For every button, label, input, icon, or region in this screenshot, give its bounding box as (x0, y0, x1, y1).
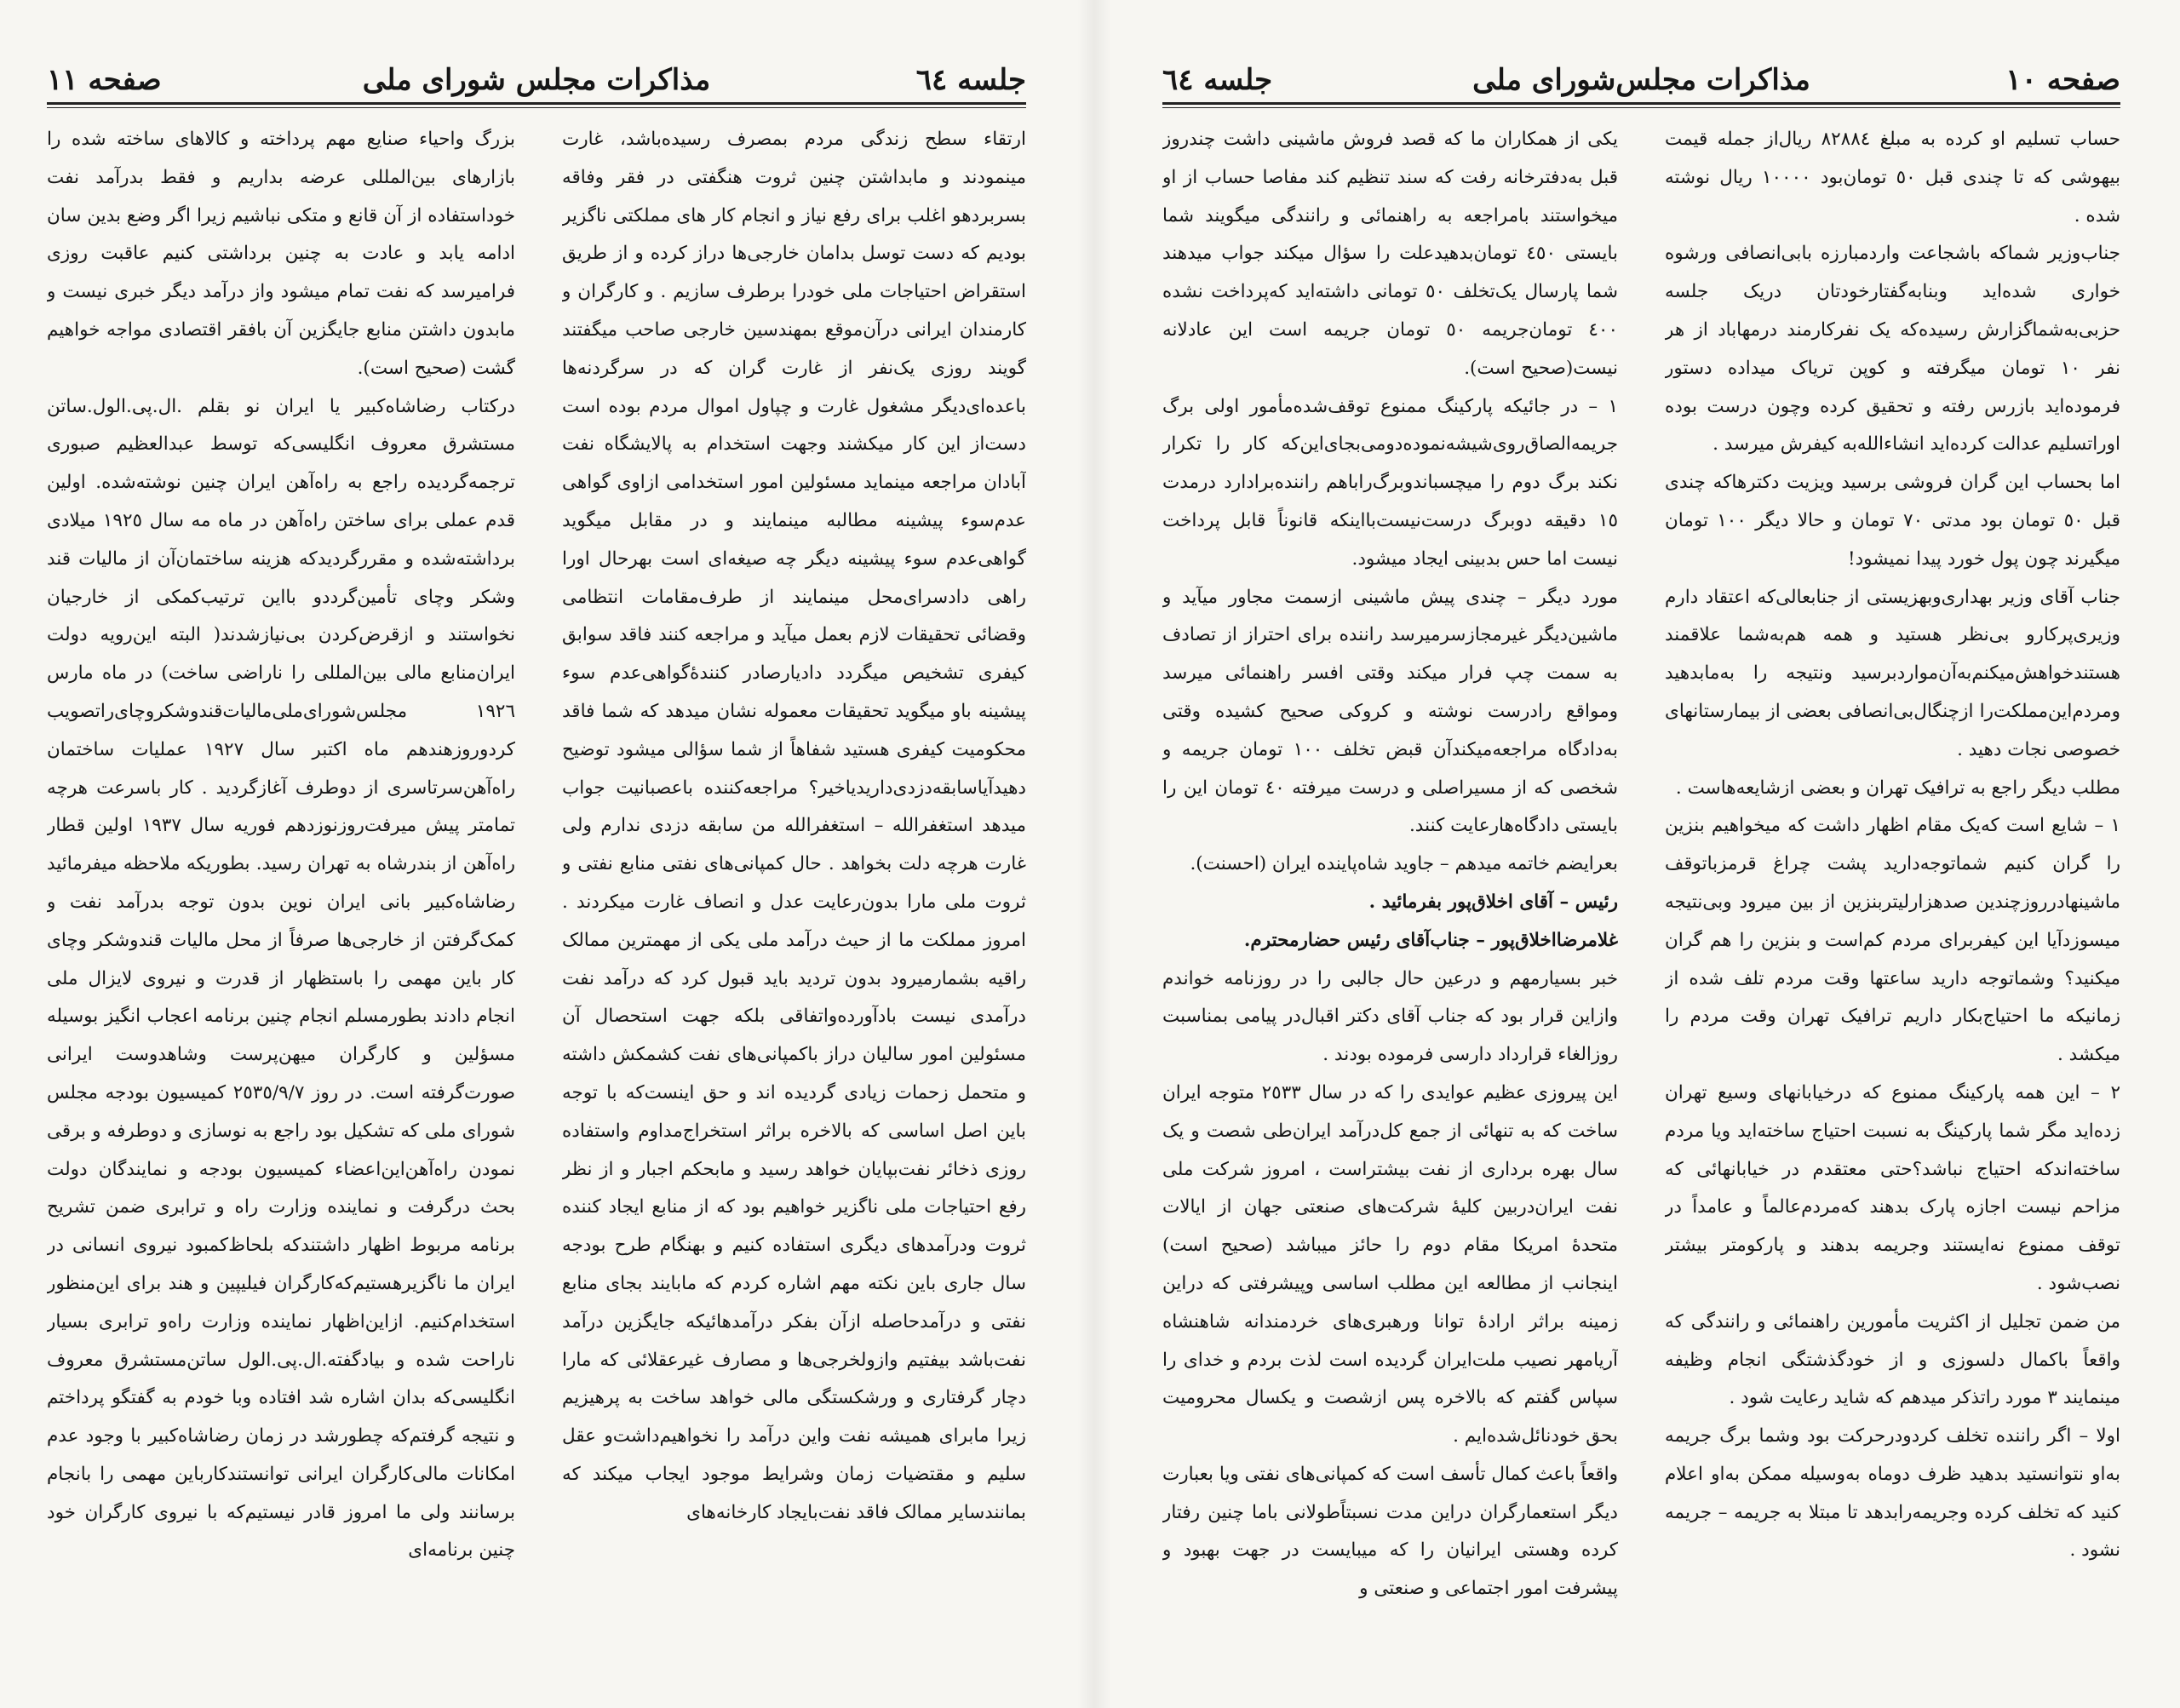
page-left (47, 60, 1026, 1660)
text-columns (47, 121, 1026, 1660)
page-title: مذاکرات مجلس شورای ملی (362, 63, 711, 97)
paragraph: خبر بسیارمهم و درعین حال جالبی را در روزنامه خواندم وازاین قرار بود که جناب آقای دکتر اقبال‌در پیامی بمناسبت روزالغاء قرارداد دارسی فرموده بودند . (1162, 967, 1618, 1066)
page-title: مذاکرات مجلس‌شورای ملی (1472, 63, 1810, 97)
page-number: صفحه ۱۱ (47, 63, 162, 97)
text-columns (1162, 121, 2120, 1660)
header-rule (1162, 102, 2120, 105)
paragraph: اولا – اگر راننده تخلف کردودرحرکت بود وشما برگ جریمه به‌او نتوانستید بدهید ظرف دوماه به‌وسیله ممکن به‌او اعلام کنید که تخلف کرده وجریمه‌رابدهد تا مبتلا به جریمه – جریمه نشود . (1665, 1425, 2120, 1562)
paragraph: درکتاب رضاشاه‌کبیر یا ایران نو بقلم .ال.پی.الول.ساتن مستشرق معروف انگلیسی‌که توسط عبدالعظیم صبوری ترجمه‌گردیده راجع به راه‌آهن ایران چنین نوشته‌شده. اولین قدم عملی برای ساختن راه‌آهن در ماه مه سال ١٩٢٥ میلادی برداشته‌شده و مقررگردید‌که هزینه ساختمان‌آن از مالیات قند وشکر وچای تأمین‌گردد‌و بااین ترتیب‌کمکی از خارجیان نخواستند و ازقرض‌کردن بی‌نیازشدند( البته این‌رویه دولت ایران‌منابع مالی بین‌المللی را ناراضی ساخت) در ماه مارس ١٩٢٦ مجلس‌شورای‌ملی‌مالیات‌قندوشکروچای‌راتصویب کردوروزهندهم ماه اکتبر سال ١٩٢٧ عملیات ساختمان راه‌آهن‌سرتاسری از دوطرف آغازگردید . کار باسرعت هرچه تمامتر پیش میرفت‌روزنوزدهم فوریه سال ١٩٣٧ اولین قطار راه‌آهن از بندرشاه به تهران رسید. بطوریکه ملاحظه میفرمائید رضاشاه‌کبیر بانی ایران نوین بدون توجه بدرآمد نفت و کمک‌گرفتن از خارجی‌ها صرفاً از محل مالیات قندوشکر وچای کار باین مهمی را باستظهار از قدرت و نیروی لایزال ملی انجام دادند بطورمسلم انجام چنین برنامه اعجاب انگیز بوسیله مسؤلین و کارگران میهن‌پرست وشاهدوست ایرانی صورت‌گرفته است. در روز ٢٥٣٥/٩/٧ کمیسیون بودجه مجلس شورای ملی که تشکیل بود راجع به نوسازی و دوطرفه و برقی نمودن راه‌آهن‌این‌اعضاء کمیسیون بودجه و نمایندگان دولت بحث درگرفت و نماینده وزارت راه و ترابری ضمن تشریح برنامه مربوط اظهار داشتند‌که بلحاظ‌کمبود نیروی انسانی در ایران ما ناگزیرهستیم‌که‌کارگران فیلیپین و هند برای این‌منظور استخدام‌کنیم. ازاین‌اظهار نماینده وزارت راه‌و ترابری بسیار ناراحت شده و بیادگفته.ال.پی.الول ساتن‌مستشرق معروف انگلیسی‌که بدان اشاره شد افتاده وبا خودم به گفتگو پرداختم و نتیجه گرفتم‌که چطورشد در زمان رضاشاه‌کبیر با وجود عدم امکانات مالی‌کارگران ایرانی توانستندکارباین مهمی را بانجام برسانند ولی ما امروز قادر نیستیم‌که با نیروی کارگران خود چنین برنامه‌ای (47, 395, 515, 1562)
speaker-line: رئیس – آقای اخلاق‌پور بفرمائید . (1368, 891, 1618, 913)
paragraph: جناب آقای وزیر بهداری‌وبهزیستی از جنابعالی‌که اعتقاد دارم وزیری‌پرکارو بی‌نظر هستید و همه هم‌به‌شما علاقمند هستندخواهش‌میکنم‌به‌آن‌موارد‌برسید ونتیجه را به‌مابدهید ومردم‌این‌مملکت‌را ازچنگال‌بی‌انصافی بعضی از بیمارستانهای خصوصی نجات دهید . (1665, 586, 2120, 760)
header-rule (47, 102, 1026, 105)
session-number: جلسه ٦٤ (915, 63, 1026, 97)
paragraph: بزرگ واحیاء صنایع مهم پرداخته و کالاهای ساخته شده را بازارهای بین‌المللی عرضه بداریم و فقط بدرآمد نفت خوداستفاده از آن قانع و متکی نباشیم زیرا اگر وضع بدین سان ادامه یابد و عادت به چنین برداشتی کنیم عاقبت روزی فرامیرسد که نفت تمام میشود واز درآمد دیگر خبری نیست و مابدون داشتن منابع جایگزین آن بافقر اقتصادی مواجه خواهیم گشت (صحیح است). (47, 129, 515, 379)
paragraph: حساب تسلیم او کرده به مبلغ ٨٢٨٨٤ ریال‌از جمله قیمت بیهوشی که تا چندی قبل ٥٠ تومان‌بود ١٠٠٠٠ ریال نوشته شده . (1665, 129, 2120, 226)
paragraph: جناب‌وزیر شماکه باشجاعت واردمبارزه بابی‌انصافی ورشوه خواری شده‌اید وبنابه‌گفتارخودتان دریک جلسه حزبی‌به‌شماگزارش رسیده‌که یک نفرکارمند درمهاباد از هر نفر ١٠ تومان میگرفته و کوپن تریاک میداده دستور فرموده‌اید بازرس رفته و تحقیق کرده وچون درست بوده اوراتسلیم عدالت کرده‌اید انشاءالله‌به کیفرش میرسد . (1665, 243, 2120, 456)
paragraph: من ضمن تجلیل از اکثریت مأمورین راهنمائی و رانندگی که واقعاً باکمال دلسوزی و از خودگذشتگی انجام وظیفه مینمایند ٣ مورد راتذکر میدهم که شاید رعایت شود . (1665, 1310, 2120, 1409)
paragraph: مطلب دیگر راجع به ترافیک تهران و بعضی ازشایعه‌هاست . (1675, 777, 2120, 799)
paragraph: ارتقاء سطح زندگی مردم بمصرف رسیده‌باشد، غارت مینمودند و مابداشتن چنین ثروت هنگفتی در فقر وفاقه بسربردهو اغلب برای رفع نیاز و انجام کار های مملکتی ناگزیر بودیم که دست توسل بدامان خارجی‌ها دراز کرده و از طریق استقراض احتیاجات ملی خودرا برطرف سازیم . و کارگران و کارمندان ایرانی درآن‌موقع بمهندسین خارجی صاحب میگفتند گویند روزی یک‌نفر از غارت گران که در سرگردنه‌ها باعده‌ای‌دیگر مشغول غارت و چپاول اموال مردم بوده است دست‌از این کار میکشند وجهت استخدام به پالایشگاه نفت آبادان مراجعه مینماید مسئولین امور استخدامی ازاوی گواهی عدم‌سوء پیشینه مطالبه مینمایند و در مقابل میگوید گواهی‌عدم سوء پیشینه دیگر چه صیغه‌ای است بهرحال اورا راهی دادسرای‌محل مینمایند از طرف‌مقامات انتظامی وقضائی تحقیقات لازم بعمل میآید و مراجعه کنند فاقد سوابق کیفری تشخیص میگردد دادیارصادر کنندهٔ‌گواهی‌عدم سوء پیشینه باو میگوید تحقیقات معموله نشان میدهد که شما فاقد محکومیت کیفری هستید شفاهاً از شما سؤالی میشود توضیح دهیدآیاسابقه‌دزدی‌داریدیاخیر؟ مراجعه‌کننده باعصبانیت جواب میدهد استغفرالله – استغفرالله من سابقه دزدی ندارم ولی غارت هرچه دلت بخواهد . حال کمپانی‌های نفتی منابع نفتی و ثروت ملی مارا بدون‌رعایت عدل و انصاف غارت میکردند . امروز مملکت ما از حیث درآمد ملی یکی از مهمترین ممالک راقیه بشمارمیرود بدون تردید باید قبول کرد که درآمد نفت درآمدی نیست بادآورده‌واتفاقی بلکه جهت استحصال آن مسئولین امور سالیان دراز باکمپانی‌های نفت کشمکش داشته و متحمل زحمات زیادی گردیده اند و حق اینست‌که با توجه باین اصل اساسی که بالاخره براثر استخراج‌مداوم واستفاده روزی ذخائر نفت‌بپایان خواهد رسید و مابحکم اجبار و از نظر رفع احتیاجات ملی ناگزیر خواهیم بود که از منابع ایجاد کننده ثروت ودرآمدهای دیگری استفاده کنیم و بهنگام طرح بودجه سال جاری باین نکته مهم اشاره کردم که مابایند بجای منابع نفتی و درآمدحاصله ازآن بفکر درآمدهائیکه جایگزین درآمد نفت‌باشد بیفتیم وازولخرجی‌ها و مصارف غیرعقلائی که مارا دچار گرفتاری و ورشکستگی مالی خواهد ساخت به پرهیزیم زیرا مابرای همیشه نفت واین درآمد را نخواهیم‌داشت‌و عقل سلیم و مقتضیات زمان وشرایط موجود ایجاب میکند که بمانندسایر ممالک فاقد نفت‌بایجاد کارخانه‌های (562, 129, 1026, 1523)
paragraph: ٢ – این همه پارکینگ ممنوع که درخیابانهای وسیع تهران زده‌اید مگر شما پارکینگ به نسبت احتیاج ساخته‌اید ویا مردم ساخته‌اندکه احتیاج نباشد؟حتی معتقدم در خیابانهائی که مزاحم نیست اجازه پارک بدهند که‌مردم‌عالماً و عامداً در توقف ممنوع نه‌ایستند وجریمه بدهند و پارکومتر بیشتر نصب‌شود . (1665, 1081, 2120, 1294)
speaker-line: غلامرضااخلاق‌پور – جناب‌آقای رئیس حضارمحترم. (1243, 929, 1618, 951)
page-number: صفحه ۱۰ (2005, 63, 2120, 97)
page-header (47, 60, 1026, 100)
paragraph: یکی از همکاران ما که قصد فروش ماشینی داشت چندروز قبل به‌دفترخانه رفت که سند تنظیم کند مفاصا حساب از او میخواستند بامراجعه به راهنمائی و رانندگی میگویند شما بایستی ٤٥٠ تومان‌بدهیدعلت را سؤال میکند جواب میدهند شما پارسال یک‌تخلف ٥٠ تومانی داشته‌اید که‌پرداخت نشده ٤٠٠ تومان‌جریمه ٥٠ تومان جریمه است این عادلانه نیست(صحیح است). (1162, 129, 1618, 379)
header-rule-thin (1162, 107, 2120, 108)
text-column-right (562, 121, 1026, 1660)
text-column-right (1665, 121, 2120, 1660)
paragraph: بعرایضم خاتمه میدهم – جاوید شاه‌پاینده ایران (احسنت). (1190, 853, 1618, 875)
paragraph: ١ – شایع است که‌یک مقام اظهار داشت که میخواهیم بنزین را گران کنیم شماتوجه‌دارید پشت چراغ قرمزباتوقف ماشینهادرروزچندین صدهزارلیتربنزین از بین میرود وبی‌نتیجه میسوزدآیا این کیفربرای مردم کم‌است و بنزین را هم گران میکنید؟ وشماتوجه دارید ساعتها وقت مردم تلف شده از زمانیکه ما احتیاج‌بکار داریم ترافیک تهران وقت مردم را میکشد . (1665, 815, 2120, 1066)
session-number: جلسه ٦٤ (1162, 63, 1273, 97)
book-fold (1077, 0, 1111, 1708)
paragraph: این پیروزی عظیم عوایدی را که در سال ٢٥٣٣ متوجه ایران ساخت که به تنهائی از جمع کل‌درآمد ایران‌طی شصت و یک سال بهره برداری از نفت بیشتراست ، امروز شرکت ملی نفت ایران‌دربین کلیهٔ شرکت‌های صنعتی جهان از ایالات متحدهٔ امریکا مقام دوم را حائز میباشد (صحیح است) اینجانب از مطالعه این مطلب اساسی وپیشرفتی که دراین زمینه براثر ارادهٔ توانا ورهبری‌های خردمندانه شاهنشاه آریامهر نصیب ملت‌ایران گردیده است لذت بردم و خدای را سپاس گفتم که بالاخره پس ازشصت و یکسال محرومیت بحق خودنائل‌شده‌ایم . (1162, 1081, 1618, 1447)
header-rule-thin (47, 107, 1026, 108)
paragraph: ١ – در جائیکه پارکینگ ممنوع توقف‌شده‌مأمور اولی برگ جریمه‌الصاق‌روی‌شیشه‌نموده‌دومی‌بجای‌این‌که کار را تکرار نکند برگ دوم را میچسباندوبرگ‌راباهم راننده‌برادارد درمدت ١٥ دقیقه دوبرگ درست‌نیست‌بااینکه قانوناً قابل پرداخت نیست اما حس بدبینی ایجاد میشود. (1162, 395, 1618, 570)
text-column-left (1162, 121, 1618, 1660)
paragraph: واقعاً باعث کمال تأسف است که کمپانی‌های نفتی ویا بعبارت دیگر استعمارگران دراین مدت نسبتاًطولانی باما چنین رفتار کرده وهستی ایرانیان را که میبایست در جهت بهبود و پیشرفت امور اجتماعی و صنعتی و (1162, 1463, 1618, 1600)
page-header (1162, 60, 2120, 100)
paragraph: مورد دیگر – چندی پیش ماشینی ازسمت مجاور میآید و ماشین‌دیگر غیرمجازسرمیرسد راننده برای احتراز از تصادف به سمت چپ فرار میکند وقتی افسر راهنمائی میرسد ومواقع رادرست نوشته و کروکی صحیح کشیده وقتی به‌دادگاه مراجعه‌میکندآن قبض تخلف ١٠٠ تومان جریمه و شخصی که از مسیراصلی و درست میرفته ٤٠ تومان این را بایستی دادگاه‌هارعایت کنند. (1162, 586, 1618, 837)
page-right (1162, 60, 2120, 1660)
paragraph: اما بحساب این گران فروشی برسید ویزیت دکترهاکه چندی قبل ٥٠ تومان بود مدتی ٧٠ تومان و حالا دیگر ١٠٠ تومان میگیرند چون پول خورد پیدا نمیشود! (1665, 472, 2120, 570)
text-column-left (47, 121, 515, 1660)
